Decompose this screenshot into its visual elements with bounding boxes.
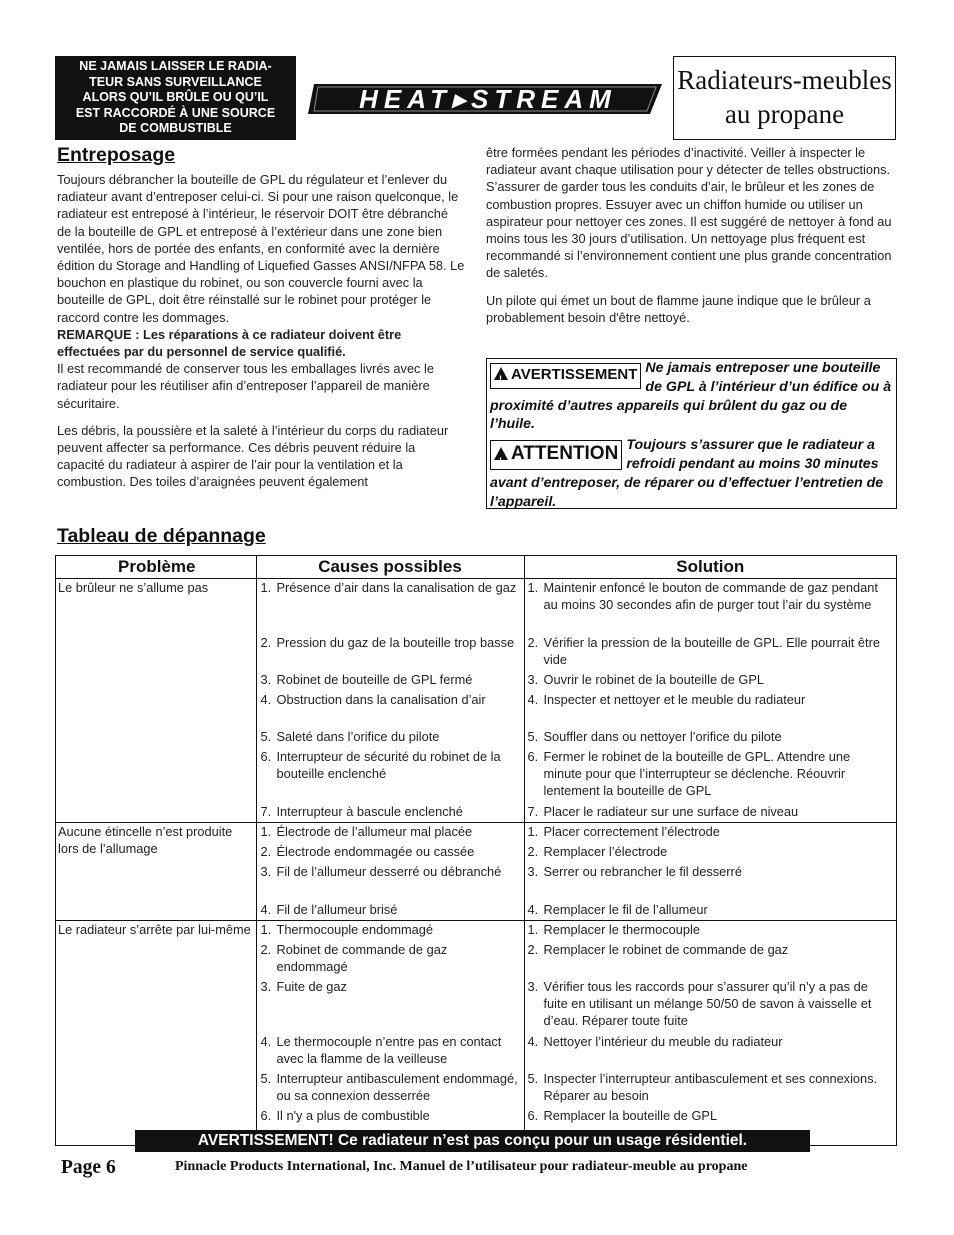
cause-cell [256,1070,524,1107]
solution-cell [524,901,896,921]
solution-cell [524,1033,896,1070]
cause-cell [256,634,524,671]
storage-paragraph-4: être formées pendant les périodes d’inactivité. Veiller à inspecter le radiateur avant chaque utilisation pour y détecter de telles obstructions. S’assurer de garder tous les conduits d’air, le brûleur et les zones de combustion propres. Essuyer avec un chiffon humide ou utiliser un aspirateur pour nettoyer ces zones. Il est suggéré de nettoyer à fond au moins tous les 30 jours d’utilisation. Un nettoyage plus fréquent est recommandé si l’environnement contient une plus grande concentration de saletés. [486,145,892,281]
item-number: 5. [527,729,539,744]
cause-text: Saleté dans l’orifice du pilote [276,729,440,744]
table-row [56,823,896,844]
solution-text: Remplacer le fil de l’allumeur [543,902,708,917]
cause-text: Fuite de gaz [276,979,347,994]
item-number: 4. [260,902,272,917]
table-row [56,579,896,635]
item-number: 7. [527,804,539,819]
solution-cell [524,748,896,803]
item-number: 3. [527,672,539,687]
safety-warnings-panel [486,358,897,509]
solution-text: Placer correctement l’électrode [543,824,720,839]
cause-text: Électrode endommagée ou cassée [276,844,475,859]
item-number: 2. [260,844,272,859]
cause-text: Il n'y a plus de combustible [276,1108,430,1123]
cause-item [261,843,520,860]
cause-text: Robinet de commande de gaz endommagé [276,942,448,975]
column-header-causes: Causes possibles [256,556,524,579]
warning-triangle-icon [494,367,508,380]
page-title-box [673,56,896,140]
solution-item [528,748,891,800]
solution-item [528,634,891,668]
solution-text: Remplacer l’électrode [543,844,668,859]
attention-badge [490,440,622,470]
logo-text: HEAT▸STREAM [359,84,617,114]
item-number: 1. [260,824,272,839]
cause-cell [256,728,524,748]
cause-cell [256,1107,524,1131]
item-number: 4. [260,692,272,707]
cause-item [261,691,520,708]
cause-cell [256,748,524,803]
solution-item [528,579,891,613]
cause-text: Interrupteur de sécurité du robinet de la bouteille enclenché [276,749,501,782]
page-subtitle: au propane [724,99,845,129]
problem-cell: Aucune étincelle n’est produite lors de l’allumage [56,823,256,921]
solution-text: Maintenir enfoncé le bouton de commande de gaz pendant au moins 30 secondes afin de purger tout l’air du système [543,580,878,613]
attention-label: ATTENTION [511,443,619,465]
cause-item [261,634,520,651]
cause-text: Robinet de bouteille de GPL fermé [276,672,473,687]
cause-item [261,921,520,938]
item-number: 6. [260,1108,272,1123]
solution-text: Vérifier la pression de la bouteille de GPL. Elle pourrait être vide [543,635,880,668]
solution-text: Remplacer le robinet de commande de gaz [543,942,789,957]
cause-item [261,671,520,688]
cause-text: Pression du gaz de la bouteille trop basse [276,635,515,650]
item-number: 2. [527,942,539,957]
problem-cell: Le brûleur ne s’allume pas [56,579,256,823]
cause-text: Thermocouple endommagé [276,922,433,937]
solution-cell [524,671,896,691]
cause-cell [256,978,524,1033]
solution-item [528,843,891,860]
solution-item [528,941,891,958]
warning-line: ALORS QU’IL BRÛLE OU QU’IL [82,90,269,105]
solution-item [528,671,891,688]
solution-cell [524,691,896,728]
cause-item [261,728,520,745]
cause-item [261,901,520,918]
cause-text: Interrupteur antibasculement endommagé, ou sa connexion desserrée [276,1071,518,1104]
storage-section-continued [486,144,896,326]
storage-paragraph-3: Les débris, la poussière et la saleté à l’intérieur du corps du radiateur peuvent affecter sa performance. Ces débris peuvent réduire la capacité du radiateur à aspirer de l’air pour la ventilation et la combustion. Des toiles d’araignées peuvent également [57,422,449,490]
repair-note: REMARQUE : Les réparations à ce radiateur doivent être effectuées par du personnel de service qualifié. [57,326,402,360]
cause-cell [256,823,524,844]
warning-line: TEUR SANS SURVEILLANCE [89,74,262,89]
cause-item [261,863,520,880]
item-number: 4. [527,902,539,917]
column-header-solution: Solution [524,556,896,579]
cause-cell [256,863,524,901]
solution-text: Inspecter l’interrupteur antibasculement et ses connexions. Réparer au besoin [543,1071,878,1104]
solution-cell [524,941,896,978]
unattended-warning-box [55,56,296,140]
solution-cell [524,843,896,863]
storage-section [57,144,465,491]
page-title: Radiateurs-meubles [677,65,892,95]
item-number: 3. [527,979,539,994]
cause-cell [256,579,524,635]
solution-text: Inspecter et nettoyer et le meuble du radiateur [543,692,806,707]
solution-text: Nettoyer l’intérieur du meuble du radiateur [543,1034,783,1049]
item-number: 5. [260,729,272,744]
item-number: 1. [527,922,539,937]
solution-item [528,728,891,745]
cause-text: Fil de l’allumeur brisé [276,902,398,917]
problem-cell: Le radiateur s’arrête par lui-même [56,921,256,1132]
cause-item [261,941,520,975]
warning-line: DE COMBUSTIBLE [119,121,232,136]
solution-cell [524,634,896,671]
item-number: 5. [260,1071,272,1086]
cause-text: Le thermocouple n’entre pas en contact avec la flamme de la veilleuse [276,1034,502,1067]
solution-cell [524,579,896,635]
attention-text: Toujours s’assurer que le radiateur a refroidi pendant au moins 30 minutes avant d’entreposer, de réparer ou d’effectuer l’entretien de l’appareil. [490,437,884,510]
cause-cell [256,671,524,691]
cause-item [261,1033,520,1067]
item-number: 2. [527,635,539,650]
solution-text: Fermer le robinet de la bouteille de GPL. Attendre une minute pour que l’interrupteur se déclenche. Réouvrir lentement la bouteille de GPL [543,749,851,799]
table-row [56,921,896,942]
item-number: 2. [527,844,539,859]
item-number: 3. [260,979,272,994]
item-number: 5. [527,1071,539,1086]
solution-cell [524,863,896,901]
cause-cell [256,901,524,921]
solution-cell [524,728,896,748]
solution-item [528,978,891,1030]
solution-item [528,691,891,708]
storage-paragraph-2: Il est recommandé de conserver tous les emballages livrés avec le radiateur pour les réutiliser afin d’entreposer l’appareil de manière sécuritaire. [57,361,434,411]
cause-text: Obstruction dans la canalisation d’air [276,692,486,707]
cause-text: Interrupteur à bascule enclenché [276,804,463,819]
troubleshooting-heading: Tableau de dépannage [57,525,266,547]
solution-text: Ouvrir le robinet de la bouteille de GPL [543,672,765,687]
solution-item [528,921,891,938]
avertissement-badge [490,363,641,389]
solution-cell [524,921,896,942]
solution-cell [524,803,896,823]
residential-use-warning: AVERTISSEMENT! Ce radiateur n’est pas conçu pour un usage résidentiel. [135,1130,810,1152]
solution-item [528,1107,891,1124]
table-header-row [56,556,896,579]
item-number: 4. [260,1034,272,1049]
cause-item [261,978,520,995]
item-number: 6. [260,749,272,764]
cause-cell [256,691,524,728]
solution-cell [524,978,896,1033]
attention-block [490,434,893,511]
item-number: 1. [260,580,272,595]
solution-text: Remplacer le thermocouple [543,922,700,937]
solution-item [528,1070,891,1104]
item-number: 4. [527,1034,539,1049]
troubleshooting-table [55,555,897,1146]
cause-cell [256,941,524,978]
avertissement-label: AVERTISSEMENT [511,366,638,383]
item-number: 2. [260,635,272,650]
storage-paragraph-5: Un pilote qui émet un bout de flamme jaune indique que le brûleur a probablement besoin d'être nettoyé. [486,292,871,325]
item-number: 1. [527,580,539,595]
solution-item [528,823,891,840]
cause-item [261,823,520,840]
heatstream-logo [306,82,664,116]
solution-cell [524,1107,896,1131]
avertissement-block [490,359,893,434]
cause-cell [256,1033,524,1070]
cause-item [261,803,520,820]
footer-text: Pinnacle Products International, Inc. Manuel de l’utilisateur pour radiateur-meuble au propane [175,1159,748,1174]
item-number: 3. [260,864,272,879]
solution-cell [524,823,896,844]
cause-item [261,1107,520,1124]
cause-text: Électrode de l’allumeur mal placée [276,824,473,839]
storage-heading: Entreposage [57,144,176,166]
item-number: 3. [260,672,272,687]
cause-item [261,748,520,782]
avertissement-text: Ne jamais entreposer une bouteille de GPL à l’intérieur d’un édifice ou à proximité d’autres appareils qui brûlent du gaz ou de l’huile. [490,360,892,433]
solution-text: Souffler dans ou nettoyer l’orifice du pilote [543,729,782,744]
item-number: 1. [527,824,539,839]
solution-text: Vérifier tous les raccords pour s’assurer qu’il n’y a pas de fuite en utilisant un mélange 50/50 de savon à vaisselle et d’eau. Réparer toute fuite [543,979,872,1029]
cause-cell [256,803,524,823]
item-number: 3. [527,864,539,879]
solution-text: Remplacer la bouteille de GPL [543,1108,718,1123]
solution-text: Placer le radiateur sur une surface de niveau [543,804,799,819]
warning-triangle-icon [494,447,508,460]
cause-text: Présence d’air dans la canalisation de gaz [276,580,517,595]
storage-paragraph-1: Toujours débrancher la bouteille de GPL du régulateur et l’enlever du radiateur avant d’entreposer celui-ci. Si pour une raison quelconque, le radiateur est entreposé à l’intérieur, le réservoir DOIT être débranché de la bouteille de GPL et entreposé à l’extérieur dans une zone bien ventilée, hors de portée des enfants, en conformité avec la dernière édition du Storage and Handling of Liquefied Gasses ANSI/NFPA 58. Le bouchon en plastique du robinet, ou son couvercle fourni avec la bouteille de GPL, doit être réinstallé sur le robinet pour protéger le raccord contre les dommages. [57,172,465,325]
item-number: 7. [260,804,272,819]
column-header-problem: Problème [56,556,256,579]
cause-text: Fil de l’allumeur desserré ou débranché [276,864,502,879]
cause-cell [256,843,524,863]
page-number: Page 6 [61,1157,116,1178]
cause-cell [256,921,524,942]
warning-line: NE JAMAIS LAISSER LE RADIA- [79,59,272,73]
table-body [56,579,896,1132]
solution-item [528,803,891,820]
item-number: 6. [527,1108,539,1123]
item-number: 4. [527,692,539,707]
cause-item [261,579,520,596]
item-number: 6. [527,749,539,764]
solution-item [528,863,891,880]
solution-item [528,901,891,918]
item-number: 1. [260,922,272,937]
cause-item [261,1070,520,1104]
warning-line: EST RACCORDÉ À UNE SOURCE [75,105,276,120]
item-number: 2. [260,942,272,957]
solution-text: Serrer ou rebrancher le fil desserré [543,864,742,879]
solution-cell [524,1070,896,1107]
solution-item [528,1033,891,1050]
